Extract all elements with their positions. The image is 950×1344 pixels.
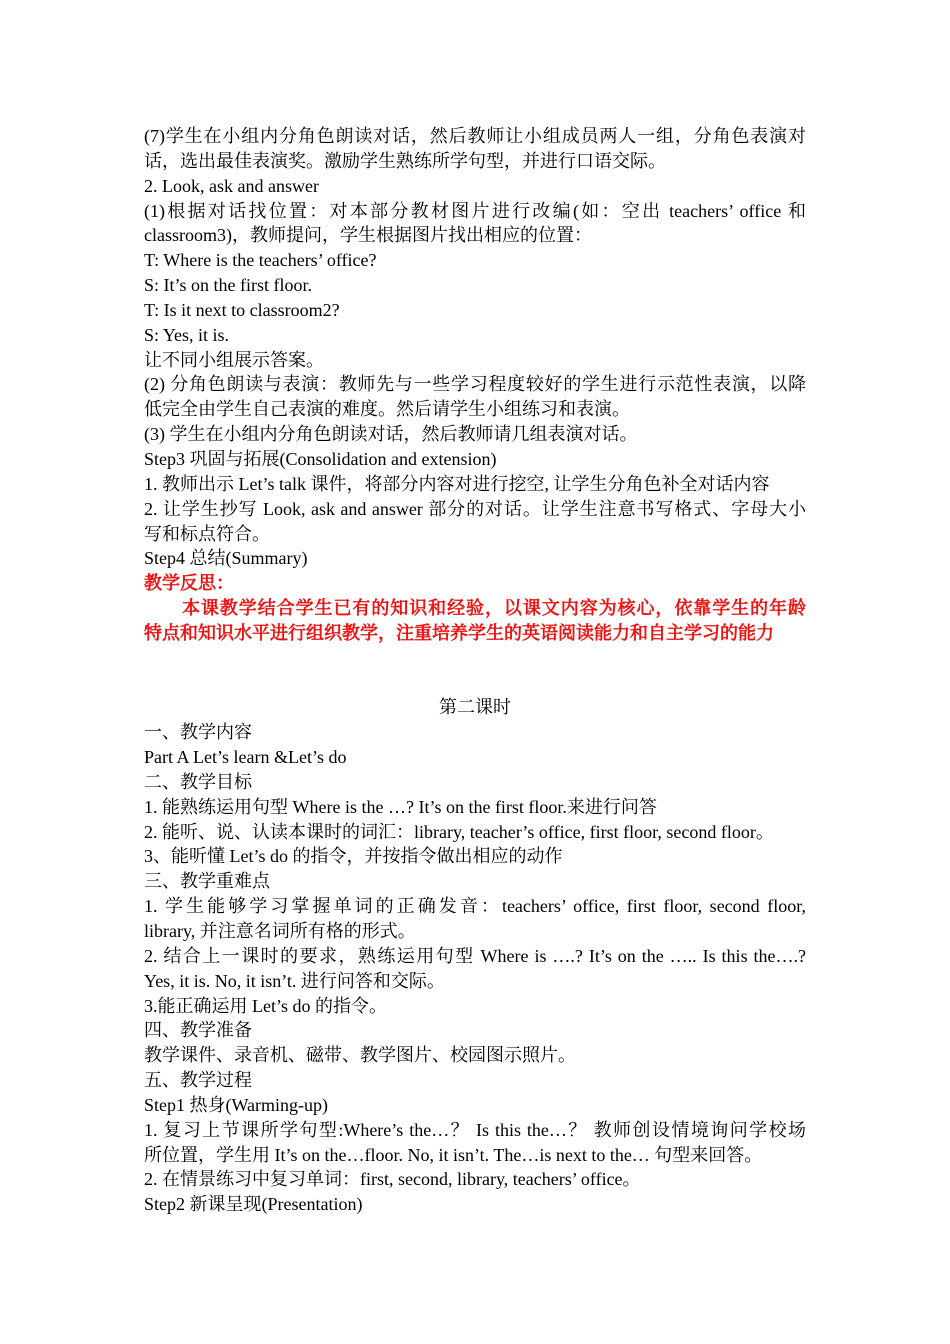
text-line: 四、教学准备	[144, 1020, 252, 1041]
section-2-heading	[144, 770, 806, 795]
text-line: Step2 新课呈现(Presentation)	[144, 1194, 363, 1215]
text-line: 3、能听懂 Let’s do 的指令，并按指令做出相应的动作	[144, 846, 563, 867]
dialogue-line	[144, 323, 806, 348]
text-line: 所位置，学生用 It’s on the…floor. No, it isn’t. The…is next to the… 句型来回答。	[144, 1144, 763, 1165]
text-line: T: Where is the teachers’ office?	[144, 250, 377, 271]
text-line: 话，选出最佳表演奖。激励学生熟练所学句型，并进行口语交际。	[144, 150, 666, 171]
key-point-3	[144, 994, 806, 1019]
content-line	[144, 745, 806, 770]
text-line: Step1 热身(Warming-up)	[144, 1094, 329, 1115]
text-line: 让不同小组展示答案。	[144, 349, 324, 370]
text-line: 教学课件、录音机、磁带、教学图片、校园图示照片。	[144, 1045, 576, 1066]
text-line: 低完全由学生自己表演的难度。然后请学生小组练习和表演。	[144, 399, 630, 420]
blank	[144, 646, 806, 696]
text-line: 一、教学内容	[144, 722, 252, 743]
text-line: 二、教学目标	[144, 771, 252, 792]
section-3-heading	[144, 869, 806, 894]
text-line: 1. 复习上节课所学句型:Where’s the…？ Is this the…？ 教师创设情境询问学校场	[144, 1119, 806, 1140]
key-point-1	[144, 894, 806, 944]
section-look-ask-answer	[144, 174, 806, 199]
step2-heading	[144, 1192, 806, 1217]
preparation-line	[144, 1043, 806, 1068]
text-line: 2. 能听、说、认读本课时的词汇：library, teacher’s office, first floor, second floor。	[144, 821, 774, 842]
text-line: 1. 能熟练运用句型 Where is the …? It’s on the first floor.来进行问答	[144, 796, 657, 817]
text-line: 2. 在情景练习中复习单词：first, second, library, teachers’ office。	[144, 1169, 641, 1190]
reflection-body	[144, 596, 806, 646]
dialogue-line	[144, 273, 806, 298]
goal-3	[144, 844, 806, 869]
text-line: 特点和知识水平进行组织教学，注重培养学生的英语阅读能力和自主学习的能力	[144, 622, 774, 643]
text-line: 第二课时	[439, 697, 511, 718]
key-point-2	[144, 944, 806, 994]
step1-item-1	[144, 1118, 806, 1168]
step3-item-2	[144, 497, 806, 547]
goal-1	[144, 795, 806, 820]
section-5-heading	[144, 1068, 806, 1093]
text-line: 写和标点符合。	[144, 523, 270, 544]
section-1-heading	[144, 720, 806, 745]
step3-heading	[144, 447, 806, 472]
text-line: 1. 教师出示 Let’s talk 课件，将部分内容对进行挖空, 让学生分角色补全对话内容	[144, 473, 770, 494]
text-line: T: Is it next to classroom2?	[144, 299, 340, 320]
item-3-paragraph	[144, 422, 806, 447]
text-line: (1)根据对话找位置：对本部分教材图片进行改编(如：空出 teachers’ office 和	[144, 200, 806, 221]
reflection-heading	[144, 571, 806, 596]
text-line: 三、教学重难点	[144, 871, 270, 892]
text-line: S: Yes, it is.	[144, 324, 230, 345]
item-2-paragraph	[144, 372, 806, 422]
text-line: 2. Look, ask and answer	[144, 175, 319, 196]
text-line: Part A Let’s learn &Let’s do	[144, 747, 347, 768]
text-line: Step4 总结(Summary)	[144, 548, 308, 569]
dialogue-line	[144, 298, 806, 323]
item-1-paragraph	[144, 199, 806, 249]
text-line: Yes, it is. No, it isn’t. 进行问答和交际。	[144, 970, 445, 991]
text-line: 2. 让学生抄写 Look, ask and answer 部分的对话。让学生注意书写格式、字母大小	[144, 498, 806, 519]
step-7-paragraph	[144, 124, 806, 174]
text-line: 3.能正确运用 Let’s do 的指令。	[144, 995, 387, 1016]
text-line: 2. 结合上一课时的要求，熟练运用句型 Where is ….? It’s on the ….. Is this the….?	[144, 945, 806, 966]
text-line	[144, 348, 806, 373]
text-line: 五、教学过程	[144, 1070, 252, 1091]
goal-2	[144, 820, 806, 845]
text-line: S: It’s on the first floor.	[144, 275, 312, 296]
step1-heading	[144, 1093, 806, 1118]
text-line: (2) 分角色朗读与表演：教师先与一些学习程度较好的学生进行示范性表演，以降	[144, 374, 806, 395]
text-line: classroom3)，教师提问，学生根据图片找出相应的位置：	[144, 225, 592, 246]
step1-item-2	[144, 1167, 806, 1192]
text-line: 本课教学结合学生已有的知识和经验，以课文内容为核心，依靠学生的年龄	[182, 598, 806, 619]
text-line: 1. 学生能够学习掌握单词的正确发音：teachers’ office, first floor, second floor,	[144, 896, 806, 917]
document-body	[144, 124, 806, 1217]
text-line: library, 并注意名词所有格的形式。	[144, 921, 416, 941]
text-line: Step3 巩固与拓展(Consolidation and extension)	[144, 448, 497, 469]
lesson-2-title	[144, 695, 806, 720]
step3-item-1	[144, 472, 806, 497]
step4-heading	[144, 546, 806, 571]
text-line: (3) 学生在小组内分角色朗读对话，然后教师请几组表演对话。	[144, 424, 638, 445]
text-line: 教学反思：	[144, 573, 234, 594]
section-4-heading	[144, 1018, 806, 1043]
dialogue-line	[144, 248, 806, 273]
text-line: (7)学生在小组内分角色朗读对话，然后教师让小组成员两人一组，分角色表演对	[144, 126, 806, 146]
